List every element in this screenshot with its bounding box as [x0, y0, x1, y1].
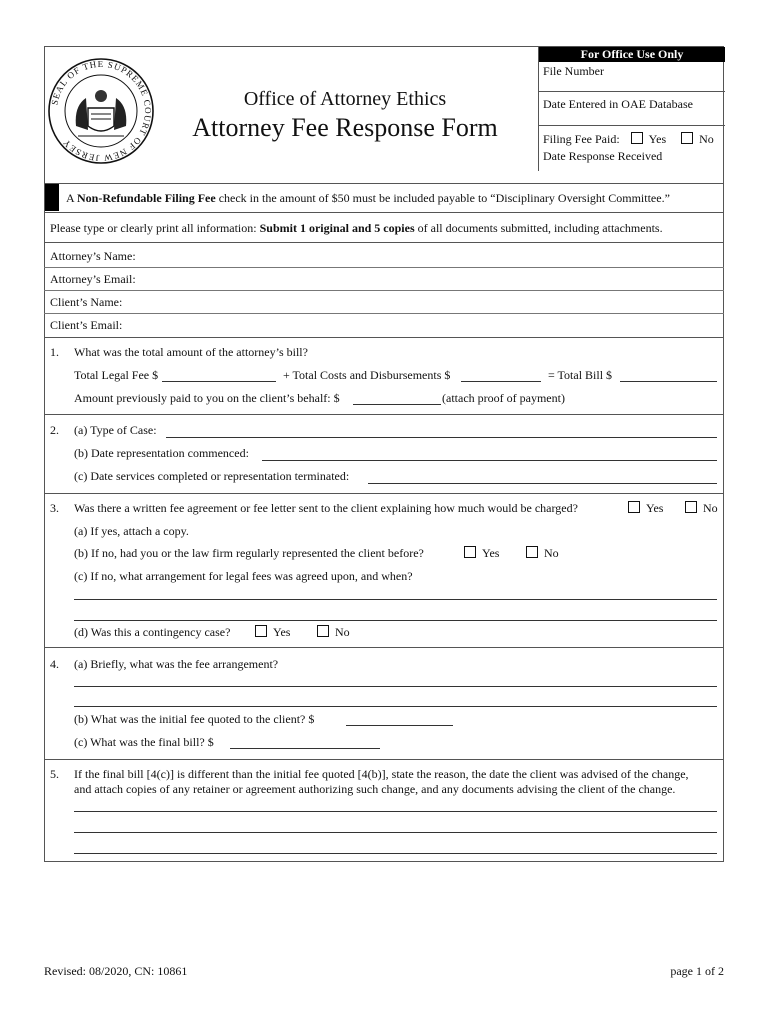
q2c-label: (c) Date services completed or representation terminated: — [74, 469, 350, 483]
q4a-input-line-1[interactable] — [74, 686, 717, 687]
q5-text-line-1: If the final bill [4(c)] is different than the initial fee quoted [4(b)], state the reason, the date the client was advised of the change, — [74, 767, 689, 781]
instructions-text: Please type or clearly print all information: Submit 1 original and 5 copies of all documents submitted, including attachments. — [50, 221, 663, 235]
instructions-bold: Submit 1 original and 5 copies — [259, 221, 415, 235]
office-use-title: For Office Use Only — [539, 47, 725, 62]
revision-note: Revised: 08/2020, CN: 10861 — [44, 964, 188, 978]
q3a-label: (a) If yes, attach a copy. — [74, 524, 189, 538]
q3d-no-label: No — [335, 625, 350, 639]
q3-yes-label: Yes — [646, 501, 664, 515]
q1-proof-label: (attach proof of payment) — [442, 391, 565, 405]
client-name-field[interactable]: Client’s Name: — [50, 295, 123, 309]
q2a-input[interactable] — [166, 437, 717, 438]
q5-number: 5. — [50, 767, 59, 781]
fee-paid-yes-label: Yes — [648, 132, 667, 146]
q3c-input-line-2[interactable] — [74, 620, 717, 621]
file-number-label: File Number — [543, 64, 604, 78]
q1-prev-paid-label: Amount previously paid to you on the client’s behalf: $ — [74, 391, 340, 405]
fee-paid-no-label: No — [699, 132, 714, 146]
q1-total-input[interactable] — [620, 381, 717, 382]
client-email-field[interactable]: Client’s Email: — [50, 318, 123, 332]
court-seal — [46, 56, 156, 166]
seal-icon — [46, 56, 156, 166]
q3b-no-label: No — [544, 546, 559, 560]
notice-bold: Non-Refundable Filing Fee — [77, 191, 216, 205]
q4a-label: (a) Briefly, what was the fee arrangement? — [74, 657, 279, 671]
q3b-yes-label: Yes — [482, 546, 500, 560]
notice-marker — [45, 184, 59, 211]
q3d-yes-checkbox[interactable] — [255, 625, 267, 637]
q5-input-line-2[interactable] — [74, 832, 717, 833]
q1-legal-fee-label: Total Legal Fee $ — [74, 368, 159, 382]
filing-fee-notice: A Non-Refundable Filing Fee check in the amount of $50 must be included payable to “Disciplinary Oversight Committee.” — [66, 191, 670, 205]
q3-yes-checkbox[interactable] — [628, 501, 640, 513]
fee-paid-no-checkbox[interactable] — [681, 132, 693, 144]
q4b-input[interactable] — [346, 725, 453, 726]
q1-legal-fee-input[interactable] — [162, 381, 276, 382]
q1-costs-input[interactable] — [461, 381, 541, 382]
q1-number: 1. — [50, 345, 59, 359]
attorney-email-field[interactable]: Attorney’s Email: — [50, 272, 136, 286]
q1-prev-paid-input[interactable] — [353, 404, 441, 405]
q3-text: Was there a written fee agreement or fee letter sent to the client explaining how much would be charged? — [74, 501, 578, 515]
q5-input-line-1[interactable] — [74, 811, 717, 812]
q5-text-line-2: and attach copies of any retainer or agreement authorizing such change, and any documents advising the client of the change. — [74, 782, 676, 796]
q3d-label: (d) Was this a contingency case? — [74, 625, 231, 639]
form-title: Attorney Fee Response Form — [192, 113, 498, 142]
q3-no-checkbox[interactable] — [685, 501, 697, 513]
q3-number: 3. — [50, 501, 59, 515]
q2b-label: (b) Date representation commenced: — [74, 446, 249, 460]
q1-costs-label: + Total Costs and Disbursements $ — [283, 368, 451, 382]
q2c-input[interactable] — [368, 483, 717, 484]
q3d-yes-label: Yes — [273, 625, 291, 639]
q2a-label: (a) Type of Case: — [74, 423, 157, 437]
q3c-input-line-1[interactable] — [74, 599, 717, 600]
q2-number: 2. — [50, 423, 59, 437]
q3b-label: (b) If no, had you or the law firm regularly represented the client before? — [74, 546, 424, 560]
q4b-label: (b) What was the initial fee quoted to the client? $ — [74, 712, 315, 726]
q3-no-label: No — [703, 501, 718, 515]
q3b-yes-checkbox[interactable] — [464, 546, 476, 558]
q4c-input[interactable] — [230, 748, 380, 749]
q1-total-label: = Total Bill $ — [548, 368, 613, 382]
q3d-no-checkbox[interactable] — [317, 625, 329, 637]
q2b-input[interactable] — [262, 460, 717, 461]
q3c-label: (c) If no, what arrangement for legal fees was agreed upon, and when? — [74, 569, 413, 583]
q4c-label: (c) What was the final bill? $ — [74, 735, 214, 749]
q1-text: What was the total amount of the attorney’s bill? — [74, 345, 308, 359]
fee-paid-yes-checkbox[interactable] — [631, 132, 643, 144]
page-number: page 1 of 2 — [670, 964, 724, 978]
q5-input-line-3[interactable] — [74, 853, 717, 854]
office-name: Office of Attorney Ethics — [243, 88, 447, 110]
q4-number: 4. — [50, 657, 59, 671]
office-use-box — [538, 47, 725, 171]
seal-ring-text: SEAL OF THE SUPREME COURT OF NEW JERSEY — [49, 58, 154, 164]
q3b-no-checkbox[interactable] — [526, 546, 538, 558]
attorney-name-field[interactable]: Attorney’s Name: — [50, 249, 136, 263]
date-response-label: Date Response Received — [543, 149, 663, 163]
filing-fee-paid-label: Filing Fee Paid: — [543, 132, 620, 146]
q4a-input-line-2[interactable] — [74, 706, 717, 707]
date-entered-label: Date Entered in OAE Database — [543, 97, 693, 111]
